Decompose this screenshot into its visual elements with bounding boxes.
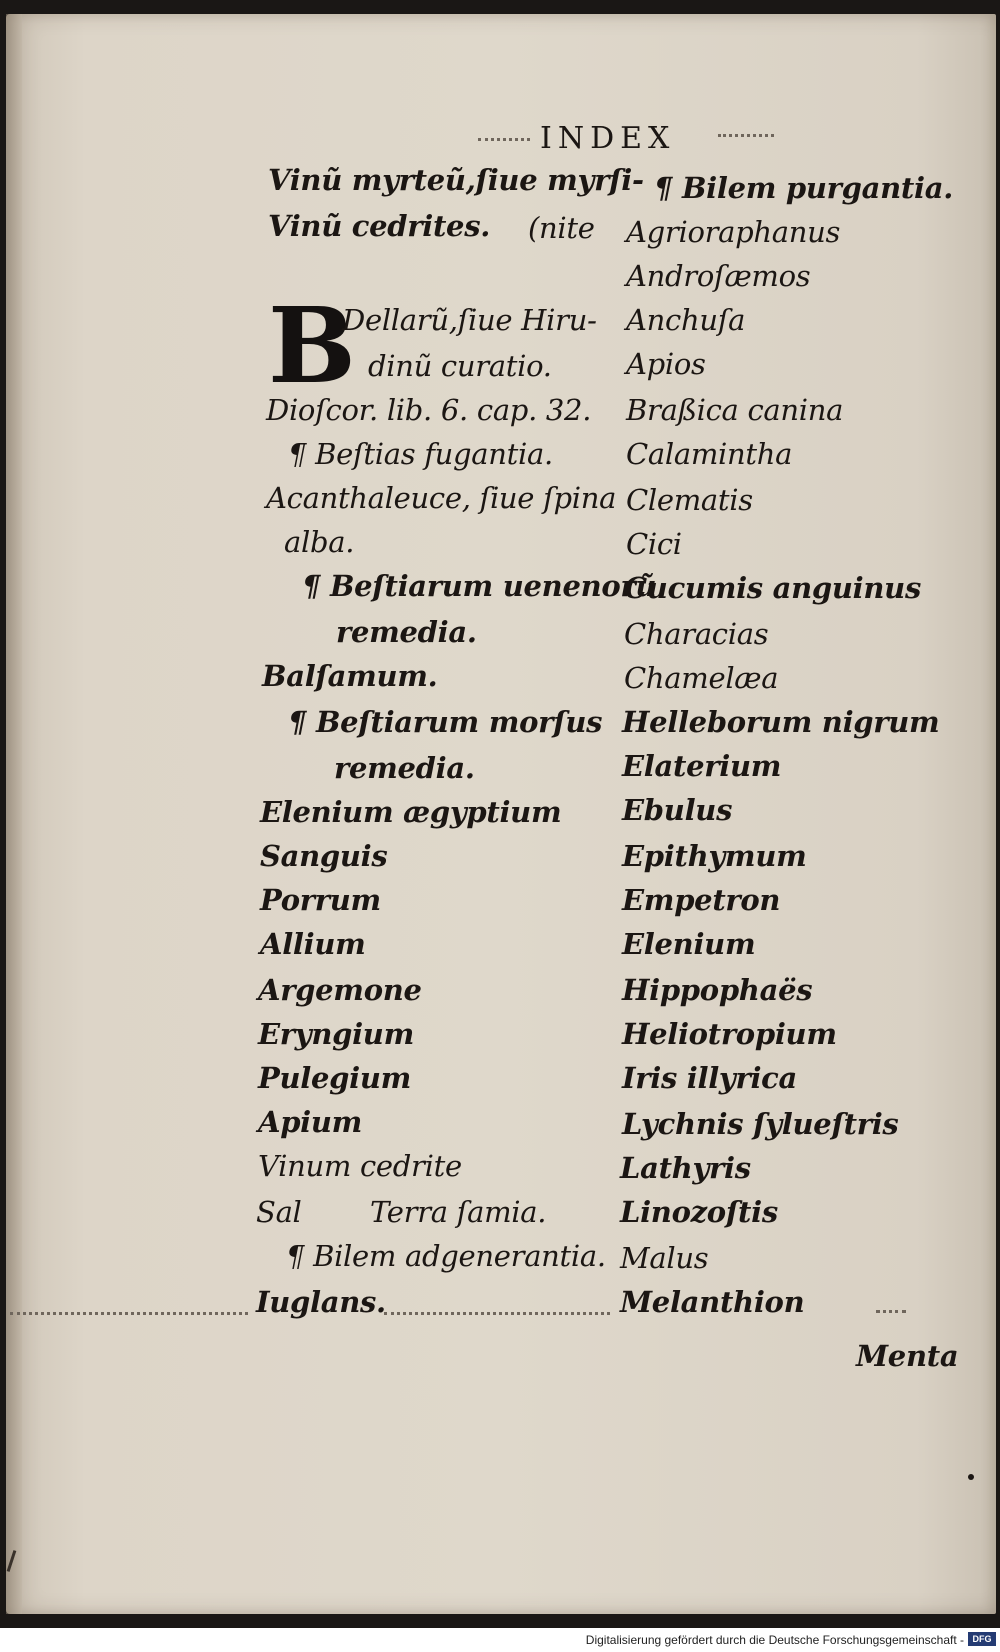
index-entry: Malus	[620, 1241, 709, 1275]
index-entry: Lychnis ſylueſtris	[622, 1107, 899, 1141]
index-entry: Empetron	[622, 883, 781, 917]
running-header: INDEX	[540, 121, 676, 156]
index-section-heading: ¶ Bilem purgantia.	[654, 171, 954, 205]
index-entry: Elenium ægyptium	[260, 795, 562, 829]
index-section-heading: remedia.	[334, 751, 475, 785]
index-entry: Braßica canina	[626, 393, 844, 427]
dotted-rule-right	[876, 1310, 906, 1313]
drop-cap-initial: B	[268, 284, 356, 407]
index-entry: Argemone	[258, 973, 422, 1007]
index-entry: Acanthaleuce, ſiue ſpina	[266, 481, 617, 515]
page-gutter-shadow	[6, 14, 22, 1614]
index-entry: Melanthion	[620, 1285, 805, 1319]
index-entry: Epithymum	[622, 839, 807, 873]
index-entry: Iuglans.	[256, 1285, 386, 1319]
index-entry: Linozoſtis	[620, 1195, 778, 1229]
index-section-heading: ¶ Bilem adgenerantia.	[286, 1239, 606, 1273]
index-entry: Elaterium	[622, 749, 782, 783]
index-section-heading: ¶ Beſtiarum morſus	[288, 705, 603, 739]
index-entry: Vinũ myrteũ,ſiue myrſi-	[268, 163, 644, 197]
index-entry: Calamintha	[626, 437, 793, 471]
index-entry: Hippophaës	[622, 973, 813, 1007]
index-entry: Agrioraphanus	[626, 215, 841, 249]
index-entry: Balſamum.	[262, 659, 438, 693]
index-entry: Cucumis anguinus	[624, 571, 921, 605]
index-entry: Anchuſa	[626, 303, 746, 337]
index-entry: Sanguis	[260, 839, 388, 873]
index-entry-continuation: (nite	[528, 211, 595, 245]
header-ornament-right	[718, 134, 774, 137]
paper-speck	[968, 1474, 974, 1480]
dotted-rule-left	[10, 1312, 248, 1315]
index-entry: Dioſcor. lib. 6. cap. 32.	[266, 393, 592, 427]
index-entry: Iris illyrica	[622, 1061, 798, 1095]
index-entry: Apium	[258, 1105, 363, 1139]
index-entry: Androſæmos	[626, 259, 811, 293]
index-entry: Vinũ cedrites.	[268, 209, 491, 243]
index-section-heading: ¶ Beſtiarum uenenorũ	[302, 569, 657, 603]
index-entry: Pulegium	[258, 1061, 412, 1095]
index-section-heading: remedia.	[336, 615, 477, 649]
index-entry: Porrum	[260, 883, 381, 917]
dfg-logo-icon: DFG	[968, 1632, 996, 1646]
dotted-rule-middle	[384, 1312, 610, 1315]
index-entry: Dellarũ,ſiue Hiru-	[342, 303, 597, 337]
index-entry: Helleborum nigrum	[622, 705, 940, 739]
index-entry: Allium	[260, 927, 366, 961]
index-entry: Chamelæa	[624, 661, 779, 695]
header-ornament-left	[478, 138, 530, 141]
index-entry: Ebulus	[622, 793, 733, 827]
index-entry: Lathyris	[620, 1151, 751, 1185]
index-entry: Apios	[626, 347, 706, 381]
catchword: Menta	[856, 1339, 959, 1373]
index-section-heading: ¶ Beſtias fugantia.	[288, 437, 553, 471]
index-entry: Sal	[256, 1195, 302, 1229]
index-entry: alba.	[284, 525, 355, 559]
index-entry: Cici	[626, 527, 682, 561]
index-entry: Heliotropium	[622, 1017, 837, 1051]
index-entry: dinũ curatio.	[368, 349, 552, 383]
footer-credit: Digitalisierung gefördert durch die Deutsche Forschungsgemeinschaft -	[585, 1633, 964, 1647]
footer-bar	[0, 1628, 1000, 1652]
index-entry: Elenium	[622, 927, 756, 961]
index-entry: Characias	[624, 617, 769, 651]
index-entry: Clematis	[626, 483, 753, 517]
index-entry: Terra ſamia.	[370, 1195, 547, 1229]
index-entry: Eryngium	[258, 1017, 414, 1051]
index-entry: Vinum cedrite	[258, 1149, 462, 1183]
